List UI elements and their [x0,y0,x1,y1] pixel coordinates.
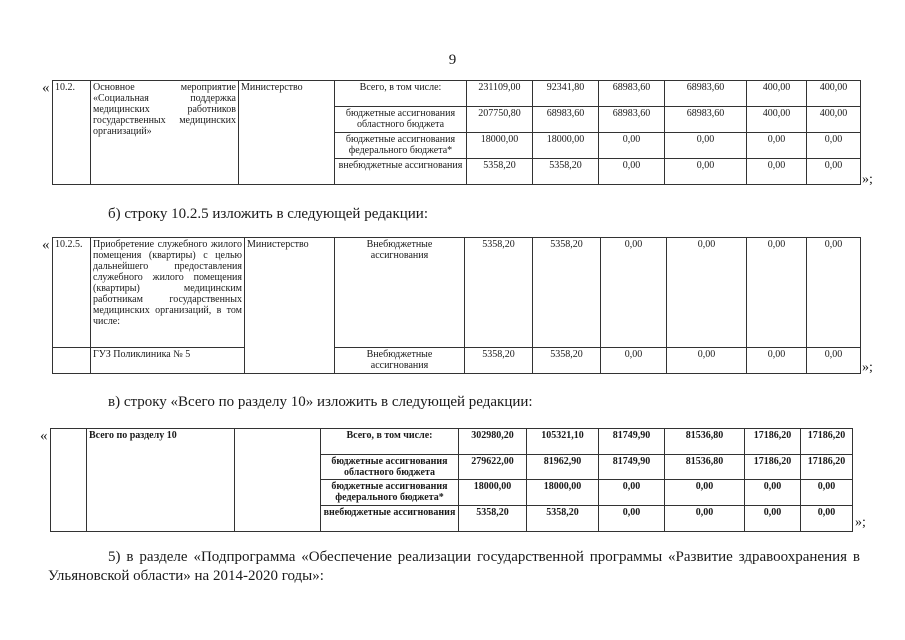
value-cell: 207750,80 [467,107,533,133]
table-row-10-2-5 [52,237,861,374]
value-cell: 68983,60 [665,107,747,133]
table-row-10-2 [52,80,861,185]
value-cell: 18000,00 [459,480,527,506]
value-cell: 0,00 [801,480,853,506]
value-cell: 81749,90 [599,455,665,480]
value-cell: 81962,90 [527,455,599,480]
value-cell: 400,00 [807,107,861,133]
value-cell: 0,00 [807,238,861,348]
paragraph-5: 5) в разделе «Подпрограмма «Обеспечение реализации государственной программы «Развитие здравоохранения в Ульяновской области» на 2014-2020 годы»: [48,549,860,584]
value-cell: 5358,20 [533,348,601,374]
paragraph-c: в) строку «Всего по разделу 10» изложить в следующей редакции: [108,394,533,410]
value-cell: 0,00 [807,133,861,159]
value-cell: 0,00 [665,506,745,532]
row-executor: Министерство [239,81,335,185]
empty-cell [235,429,321,532]
opening-quote: « [42,80,50,96]
source-cell: бюджетные ассигнования областного бюджета [321,455,459,480]
value-cell: 17186,20 [745,429,801,455]
source-cell: внебюджетные ассигнования [335,159,467,185]
value-cell: 5358,20 [467,159,533,185]
source-cell: бюджетные ассигнования областного бюджета [335,107,467,133]
source-cell: бюджетные ассигнования федерального бюджета* [321,480,459,506]
value-cell: 5358,20 [533,159,599,185]
value-cell: 68983,60 [599,81,665,107]
sub-row-name: ГУЗ Поликлиника № 5 [91,348,245,374]
value-cell: 0,00 [599,159,665,185]
row-code: 10.2. [53,81,91,185]
value-cell: 0,00 [667,238,747,348]
value-cell: 5358,20 [465,238,533,348]
empty-cell [51,429,87,532]
closing-quote: »; [855,515,866,530]
value-cell: 0,00 [599,133,665,159]
opening-quote: « [40,428,48,444]
value-cell: 81536,80 [665,429,745,455]
value-cell: 81536,80 [665,455,745,480]
value-cell: 0,00 [745,480,801,506]
value-cell: 17186,20 [801,455,853,480]
source-cell: Всего, в том числе: [321,429,459,455]
page-number: 9 [448,52,457,68]
value-cell: 0,00 [747,159,807,185]
value-cell: 0,00 [801,506,853,532]
value-cell: 400,00 [747,81,807,107]
value-cell: 0,00 [599,480,665,506]
value-cell: 400,00 [807,81,861,107]
value-cell: 68983,60 [665,81,747,107]
table-row-total-section-10 [50,428,853,532]
value-cell: 400,00 [747,107,807,133]
value-cell: 0,00 [747,238,807,348]
source-cell: бюджетные ассигнования федерального бюджета* [335,133,467,159]
value-cell: 18000,00 [467,133,533,159]
value-cell: 92341,80 [533,81,599,107]
value-cell: 68983,60 [599,107,665,133]
row-name: Приобретение служебного жилого помещения (квартиры) с целью дальнейшего предоставления служебного жилого помещения (квартиры) медицинским работникам государственных медицинских организаций, в том числе: [91,238,245,348]
closing-quote: »; [862,360,873,375]
value-cell: 68983,60 [533,107,599,133]
source-cell: Всего, в том числе: [335,81,467,107]
value-cell: 0,00 [601,348,667,374]
opening-quote: « [42,237,50,253]
source-cell: Внебюджетные ассигнования [335,348,465,374]
row-name: Основное мероприятие «Социальная поддержка медицинских работников государственных медицинских организаций» [91,81,239,185]
value-cell: 0,00 [667,348,747,374]
value-cell: 0,00 [807,348,861,374]
value-cell: 18000,00 [527,480,599,506]
row-name: Всего по разделу 10 [87,429,235,532]
source-cell: внебюджетные ассигнования [321,506,459,532]
row-code: 10.2.5. [53,238,91,348]
empty-cell [53,348,91,374]
value-cell: 302980,20 [459,429,527,455]
source-cell: Внебюджетные ассигнования [335,238,465,348]
value-cell: 105321,10 [527,429,599,455]
value-cell: 5358,20 [533,238,601,348]
value-cell: 0,00 [665,133,747,159]
value-cell: 5358,20 [465,348,533,374]
value-cell: 81749,90 [599,429,665,455]
value-cell: 0,00 [807,159,861,185]
value-cell: 18000,00 [533,133,599,159]
value-cell: 0,00 [665,159,747,185]
value-cell: 17186,20 [801,429,853,455]
closing-quote: »; [862,172,873,187]
value-cell: 0,00 [747,348,807,374]
value-cell: 5358,20 [459,506,527,532]
value-cell: 0,00 [665,480,745,506]
row-executor: Министерство [245,238,335,374]
value-cell: 279622,00 [459,455,527,480]
value-cell: 0,00 [601,238,667,348]
value-cell: 0,00 [599,506,665,532]
value-cell: 0,00 [745,506,801,532]
paragraph-b: б) строку 10.2.5 изложить в следующей редакции: [108,206,428,222]
value-cell: 231109,00 [467,81,533,107]
value-cell: 17186,20 [745,455,801,480]
value-cell: 0,00 [747,133,807,159]
value-cell: 5358,20 [527,506,599,532]
